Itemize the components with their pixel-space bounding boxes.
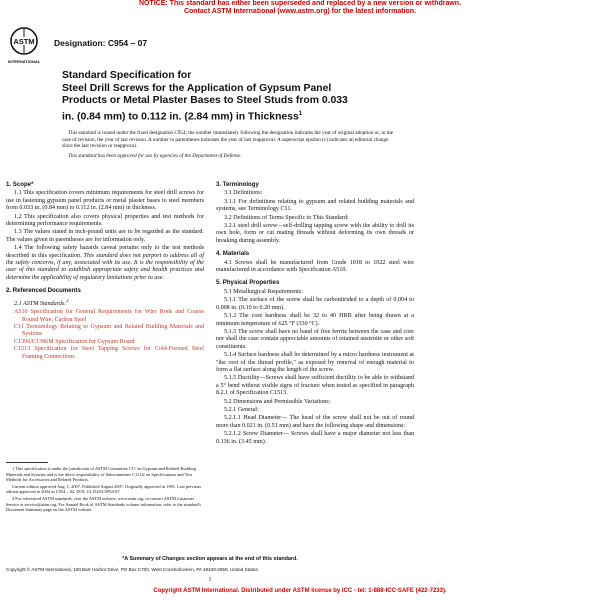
section-2-heading: 2. Referenced Documents: [6, 287, 81, 295]
section-5-1-3: 5.1.3 The screw shall have no band of free ferrite between the case and core nor shall the case contain appreciable amounts of retained austenite or other soft constituents.: [216, 328, 414, 350]
reference-c1513: [6, 346, 204, 361]
title-line-1: Standard Specification for: [62, 70, 192, 81]
ref-link-c11[interactable]: C11: [14, 323, 24, 330]
section-1-4-text: 1.4 The following safety hazards caveat pertains only to the test methods described in this specification.: [6, 245, 204, 259]
section-2-1: [6, 297, 204, 308]
section-5-2-1-1: 5.2.1.1 Head Diameter— The head of the screw shall not be out of round more than 0.021 in. (0.51 mm) and have the following shape and dimensions:: [216, 415, 414, 429]
section-1-heading: 1. Scope*: [6, 181, 34, 188]
intro-paragraph: This standard is issued under the fixed designation C954; the number immediately following the designation indicates the year of original adoption or, in the case of revision, the year of last revision. A number in parentheses indicates the year of last reapproval. A superscript epsilon (ε) indicates an editorial change since the last revision or reapproval.: [62, 130, 394, 150]
intro-block: [62, 130, 398, 161]
section-4-1: 4.1 Screws shall be manufactured from Grade 1018 to 1022 steel wire manufactured in accordance with Specification A510.: [216, 259, 414, 274]
section-5-2: 5.2 Dimensions and Permissible Variations:: [224, 398, 331, 405]
ref-link-c1396[interactable]: C1396/C1396M: [14, 338, 54, 345]
astm-logo: [6, 26, 42, 66]
section-3-1: 3.1 Definitions:: [224, 190, 263, 197]
svg-text:INTERNATIONAL: INTERNATIONAL: [7, 59, 41, 64]
astm-standards-label: 2.1 ASTM Standards:: [14, 300, 67, 307]
section-3-2: 3.2 Definitions of Terms Specific to This Standard:: [224, 214, 349, 221]
right-column: [216, 176, 414, 447]
title-line-2: Steel Drill Screws for the Application of Gypsum Panel: [62, 82, 332, 94]
section-5-1: 5.1 Metallurgical Requirements:: [224, 288, 303, 295]
section-3-heading: 3. Terminology: [216, 181, 259, 188]
safety-caveat: This standard does not purport to address all of the safety concerns, if any, associated with its use. It is the responsibility of the user of this standard to establish appropriate safety and health practices and determine the applicability of regulatory limitations prior to use.: [6, 252, 205, 281]
ref-title-a510[interactable]: Specification for General Requirements for Wire Rods and Coarse Round Wire, Carbon Steel: [22, 309, 204, 323]
footnote-1: 1 This specification is under the jurisdiction of ASTM Committee C11 on Gypsum and Related Building Materials and Systems and is the direct responsibility of Subcommittee C11.02 on Specifications and Test Methods for Accessories and Related Products.: [6, 466, 196, 483]
footnotes: [6, 466, 204, 514]
ref-title-c11[interactable]: Terminology Relating to Gypsum and Related Building Materials and Systems: [22, 323, 204, 338]
section-5-1-5: 5.1.5 Ductility—Screws shall have sufficient ductility to be able to withstand a 5° bend without visible signs of fracture when tested as specified in paragraph 8.2.1 of Specification C1513.: [216, 375, 414, 397]
supersede-notice: [0, 0, 600, 16]
section-1-1: 1.1 This specification covers minimum requirements for steel drill screws for use in fastening gypsum panel products or metal plaster bases to steel members from 0.033 in. (0.84 mm) to 0.112 in. (2.84 mm) in thickness.: [6, 190, 204, 212]
left-column: [6, 176, 204, 361]
copyright-line: Copyright © ASTM International, 100 Barr Harbor Drive, PO Box C700, West Conshohocken, PA 19428-2959, United States.: [6, 567, 259, 572]
section-5-2-1: 5.2.1 General:: [224, 406, 259, 413]
section-3-2-1: 3.2.1 steel drill screw—self-drilling tapping screw with the ability to drill its own hole, form or cut mating threads without deforming its own threads or breaking during assembly.: [216, 223, 414, 244]
ref-title-c1396[interactable]: Specification for Gypsum Board: [55, 338, 135, 345]
section-1-3: 1.3 The values stated in inch-pound units are to be regarded as the standard. The values given in parentheses are for information only.: [6, 229, 204, 243]
section-1-4: [6, 245, 204, 282]
dod-approval-note: This standard has been approved for use by agencies of the Department of Defense.: [68, 152, 242, 159]
section-5-heading: 5. Physical Properties: [216, 279, 280, 287]
title-line-3: Products or Metal Plaster Bases to Steel Studs from 0.033: [62, 95, 348, 106]
title-footnote-mark: 1: [298, 110, 303, 117]
title-line-4: in. (0.84 mm) to 0.112 in. (2.84 mm) in Thickness: [62, 110, 299, 122]
section-5-1-4: 5.1.4 Surface hardness shall be determined by a micro hardness instrument at "the root of the thread profile," as exposed by removal of enough material to form a flat surface along the length of the screw.: [216, 352, 414, 373]
footnote-1-edition: Current edition approved Aug. 1, 2007. Published August 2007. Originally approved in 1981. Last previous edition approved in 2004 as C954 – 04. DOI: 10.1520/C0954-07.: [6, 483, 201, 495]
summary-of-changes-note: *A Summary of Changes section appears at the end of this standard.: [122, 556, 298, 562]
section-5-2-1-2: 5.2.1.2 Screw Diameter— Screws shall have a major diameter not less than 0.136 in. (3.45 mm).: [216, 431, 414, 445]
document-title: [62, 70, 372, 123]
reference-a510: [6, 309, 204, 324]
notice-line-1: NOTICE: This standard has either been superseded and replaced by a new version or withdrawn.: [138, 0, 462, 7]
section-5-1-2: 5.1.2 The core hardness shall be 32 to 40 HRB after being drawn at a minimum temperature of 625 °F (330 °C).: [216, 313, 414, 327]
notice-line-2: Contact ASTM International (www.astm.org) for the latest information.: [183, 8, 417, 15]
svg-text:ASTM: ASTM: [13, 37, 35, 46]
section-5-1-1: 5.1.1 The surface of the screw shall be carbonitrided to a depth of 0.004 to 0.008 in. (0.10 to 0.20 mm).: [216, 297, 414, 311]
section-4-heading: 4. Materials: [216, 250, 250, 258]
ref-link-c1513[interactable]: C1513: [14, 346, 31, 353]
page-number: 1: [208, 577, 212, 583]
footnote-mark-2: 2: [66, 297, 69, 303]
footnote-2: 2 For referenced ASTM standards, visit the ASTM website, www.astm.org, or contact ASTM Customer Service at service@astm.org. For Annual Book of ASTM Standards volume information, refer to the standard's Document Summary page on the ASTM website.: [6, 495, 202, 513]
section-3-1-1: 3.1.1 For definitions relating to gypsum and related building materials and systems, see Terminology C11.: [216, 198, 414, 213]
license-footer: Copyright ASTM International. Distributed under ASTM license by ICC - tel: 1-888-ICC-SAFE (422-7233).: [153, 588, 447, 594]
ref-link-a510[interactable]: A510: [14, 309, 28, 316]
footnote-divider: [6, 462, 48, 463]
section-1-2: 1.2 This specification also covers physical properties and test methods for determining performance requirements.: [6, 213, 204, 228]
designation: Designation: C954 – 07: [54, 38, 148, 48]
reference-c11: [6, 324, 204, 339]
ref-title-c1513[interactable]: Specification for Steel Tapping Screws for Cold-Formed Steel Framing Connections: [22, 346, 204, 360]
